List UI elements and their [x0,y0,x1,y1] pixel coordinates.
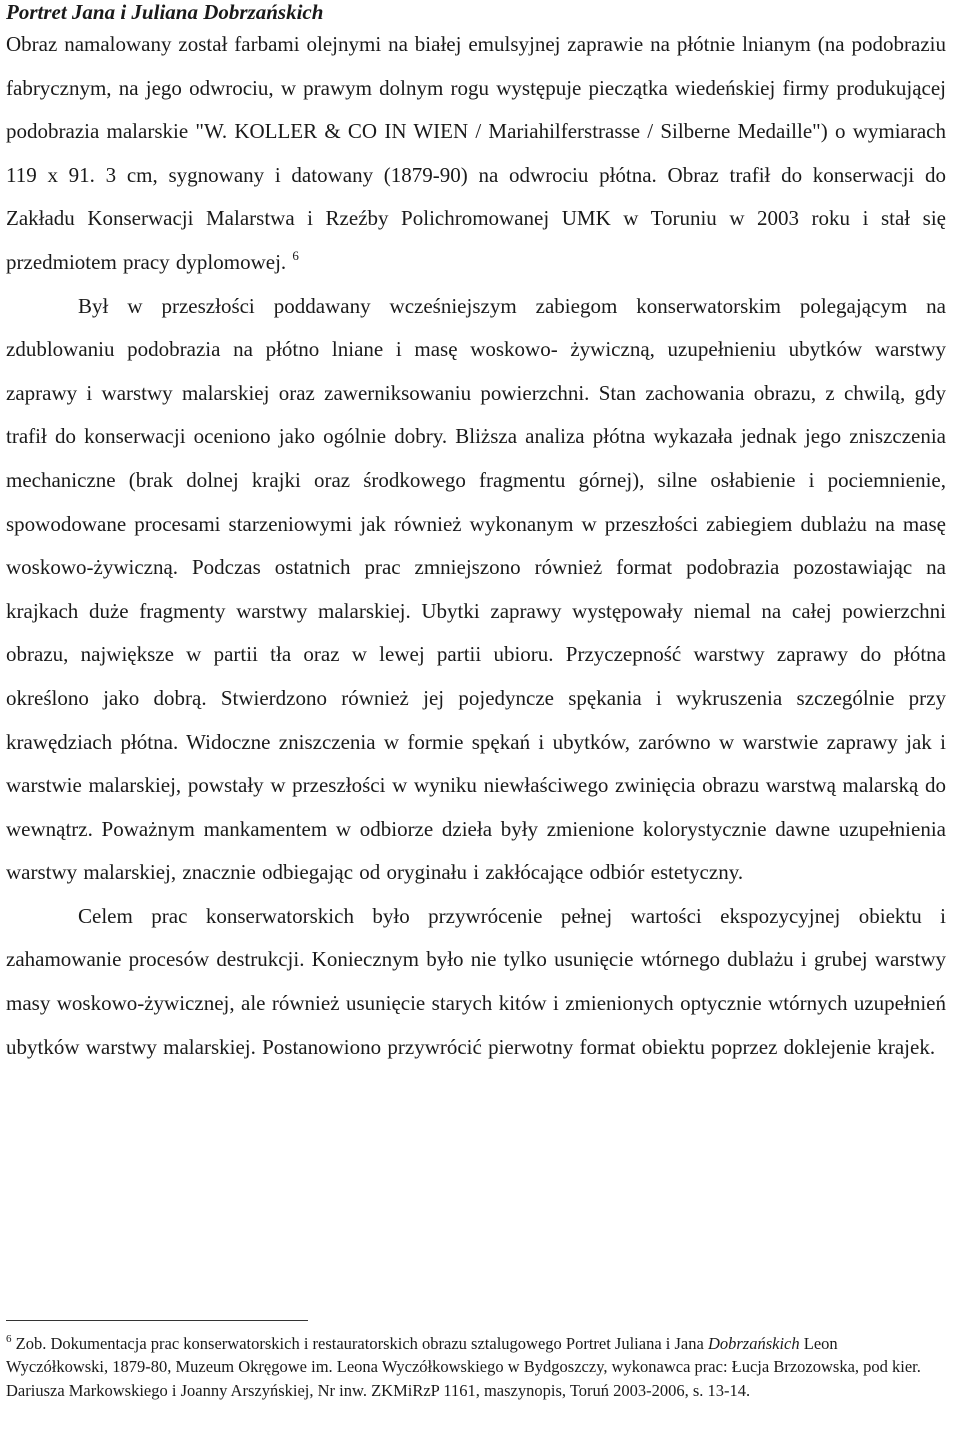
paragraph-description-text: Obraz namalowany został farbami olejnymi na białej emulsyjnej zaprawie na płótnie lnianym (na podobraziu fabrycznym, na jego odwrociu, w prawym dolnym rogu występuje pieczątka wiedeńskiej firmy produkującej podobrazia malarskie "W. KOLLER & CO IN WIEN / Mariahilferstrasse / Silberne Medaille") o wymiarach 119 x 91. 3 cm, sygnowany i datowany (1879-90) na odwrociu płótna. Obraz trafił do konserwacji do Zakładu Konserwacji Malarstwa i Rzeźby Polichromowanej UMK w Toruniu w 2003 roku i stał się przedmiotem pracy dyplomowej. [6,32,946,274]
footnote-separator [6,1320,308,1321]
footnote-text-italic: Dobrzańskich [707,1334,800,1353]
paragraph-condition: Był w przeszłości poddawany wcześniejszym zabiegom konserwatorskim polegającym na zdublowaniu podobrazia na płótno lniane i masę woskowo- żywiczną, uzupełnieniu ubytków warstwy zaprawy i warstwy malarskiej oraz zawerniksowaniu powierzchni. Stan zachowania obrazu, z chwilą, gdy trafił do konserwacji oceniono jako ogólnie dobry. Bliższa analiza płótna wykazała jednak jego zniszczenia mechaniczne (brak dolnej krajki oraz środkowego fragmentu górnej), silne osłabienie i pociemnienie, spowodowane procesami starzeniowymi jak również wykonanym w przeszłości zabiegiem dublażu na masę woskowo-żywiczną. Podczas ostatnich prac zmniejszono również format podobrazia pozostawiając na krajkach duże fragmenty warstwy malarskiej. Ubytki zaprawy występowały niemal na całej powierzchni obrazu, największe w partii tła oraz w lewej partii ubioru. Przyczepność warstwy zaprawy do płótna określono jako dobrą. Stwierdzono również jej pojedyncze spękania i wykruszenia szczególnie przy krawędziach płótna. Widoczne zniszczenia w formie spękań i ubytków, zarówno w warstwie zaprawy jak i warstwie malarskiej, powstały w przeszłości w wyniku niewłaściwego zwinięcia obrazu warstwą malarską do wewnątrz. Poważnym mankamentem w odbiorze dzieła były zmienione kolorystycznie dawne uzupełnienia warstwy malarskiej, znacznie odbiegając od oryginału i zakłócające odbiór estetyczny. [6,293,946,885]
footnote-text-after: Leon Wyczółkowski, 1879-80, Muzeum Okręgowe im. Leona Wyczółkowskiego w Bydgoszczy, wykonawca prac: Łucja Brzozowska, pod kier. Dariusza Markowskiego i Joanny Arszyńskiej, Nr inw. ZKMiRzP 1161, maszynopis, Toruń 2003-2006, s. 13-14. [6,1334,921,1400]
document-title: Portret Jana i Juliana Dobrzańskich [6,0,324,24]
footnote-text-before: Zob. Dokumentacja prac konserwatorskich i restauratorskich obrazu sztalugowego Portret Juliana i Jana [11,1334,708,1353]
footnote-reference: 6 [292,247,299,263]
paragraph-description [6,23,946,285]
paragraph-conservation-goal: Celem prac konserwatorskich było przywrócenie pełnej wartości ekspozycyjnej obiektu i zahamowanie procesów destrukcji. Koniecznym było nie tylko usunięcie wtórnego dublażu i grubej warstwy masy woskowo-żywicznej, ale również usunięcie starych kitów i zmienionych optycznie wtórnych uzupełnień ubytków warstwy malarskiej. Postanowiono przywrócić pierwotny format obiektu poprzez doklejenie krajek. [6,903,946,1059]
document-page [6,0,946,1069]
footnote-number: 6 [6,1333,12,1345]
footnote [6,1332,941,1402]
